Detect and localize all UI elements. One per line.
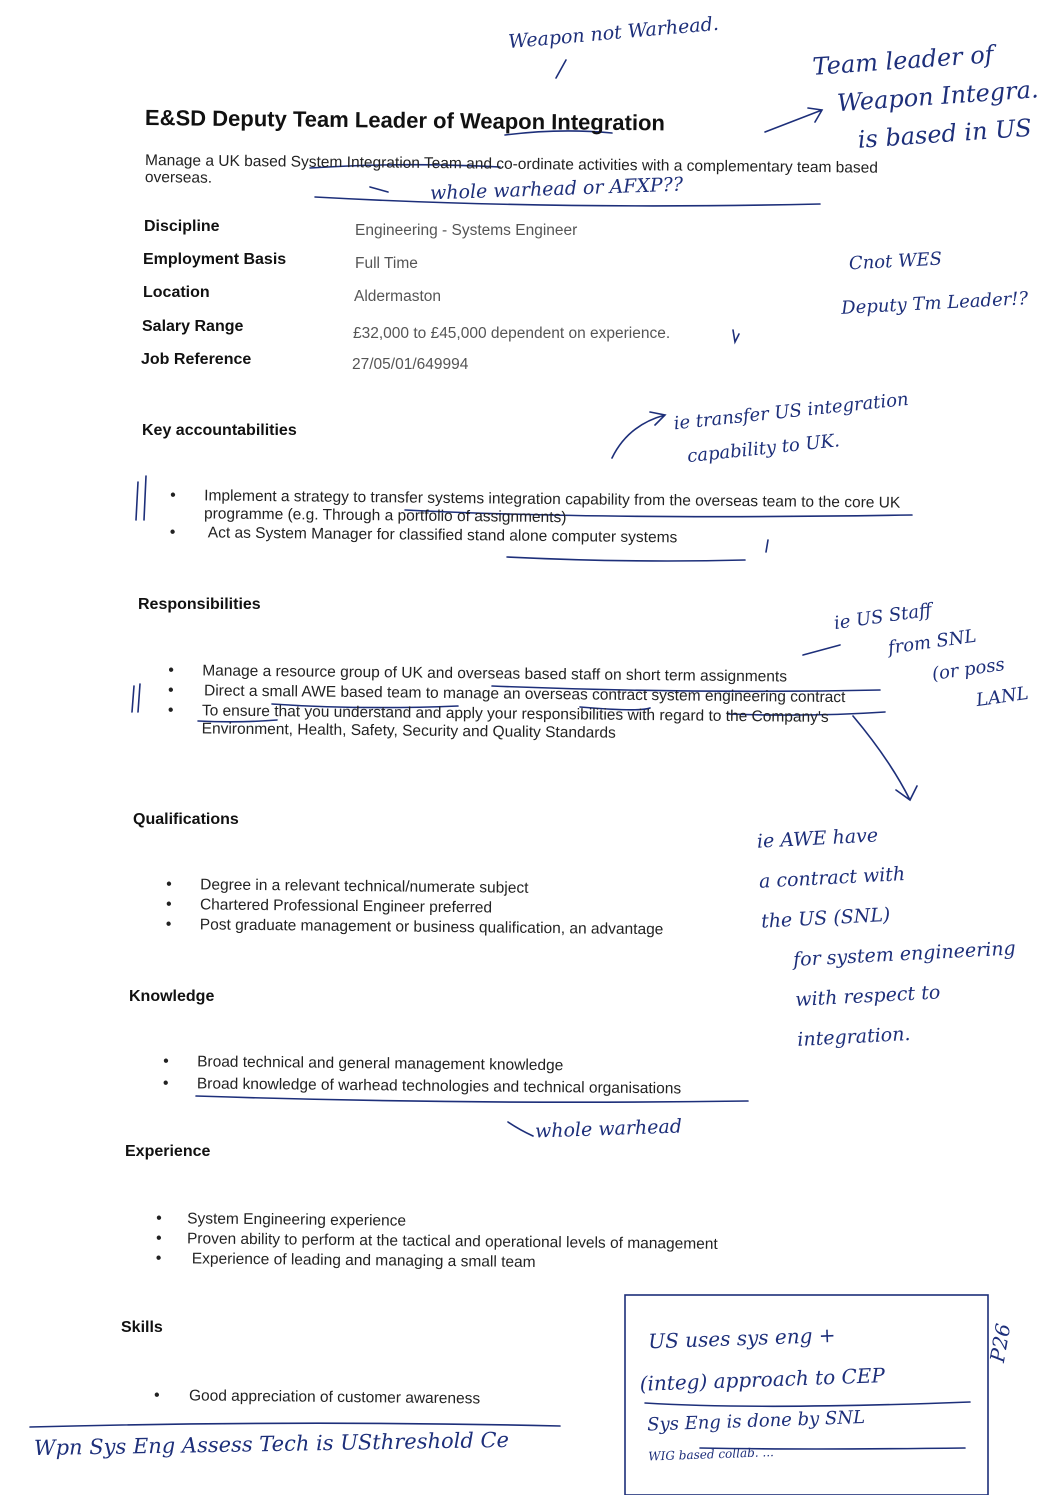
detail-label-salary-range: Salary Range (142, 318, 244, 335)
key-underline-2 (507, 557, 745, 561)
list-item: • Good appreciation of customer awareness (154, 1387, 574, 1409)
annotation-line: Weapon Integra. (836, 75, 1040, 118)
detail-label-employment-basis: Employment Basis (143, 251, 287, 268)
list-item: • Broad knowledge of warhead technologies and technical organisations (163, 1075, 783, 1099)
list-item: • Act as System Manager for classified stand alone computer systems (170, 524, 940, 550)
heading-qualifications: Qualifications (133, 811, 239, 828)
heading-experience: Experience (125, 1143, 211, 1160)
resp-bracket (132, 684, 140, 712)
annotation-line: Sys Eng is done by SNL (646, 1406, 866, 1436)
annotation-qual-note (756, 809, 1021, 1062)
detail-label-location: Location (143, 284, 210, 301)
annotation-line: with respect to (794, 981, 941, 1011)
annotation-line: ie AWE have (756, 824, 879, 853)
detail-value-salary-range: £32,000 to £45,000 dependent on experience. (353, 325, 671, 342)
pointer-stroke (556, 60, 566, 78)
annotation-line: Deputy Tm Leader!? (840, 288, 1029, 319)
annotation-line: US uses sys eng + (647, 1322, 836, 1354)
annotation-details-note (838, 233, 1029, 331)
annotation-line: capability to UK. (686, 430, 841, 468)
list-item: • Chartered Professional Engineer preferred (166, 896, 766, 920)
list-item: • Implement a strategy to transfer systems integration capability from the overseas team to the core UK programme (e.g. Through a portfolio of assignments) (170, 487, 940, 531)
annotation-line: is based in US (856, 113, 1033, 154)
detail-label-job-reference: Job Reference (141, 351, 252, 368)
annotation-line: LANL (974, 682, 1030, 712)
list-item: • Manage a resource group of UK and overseas based staff on short term assignments (168, 662, 868, 687)
list-item: • Proven ability to perform at the tactical and operational levels of management (156, 1230, 836, 1255)
key-bracket (136, 476, 146, 520)
list-item: • Experience of leading and managing a small team (156, 1250, 836, 1275)
annotation-top-center: Weapon not Warhead. (507, 12, 720, 54)
heading-skills: Skills (121, 1319, 163, 1336)
heading-key-accountabilities: Key accountabilities (142, 422, 297, 439)
annotation-line: integration. (796, 1022, 911, 1051)
list-item: • To ensure that you understand and apply your responsibilities with regard to the Company's Environment, Health, Safety, Security and Quality Standards (168, 702, 868, 745)
annotation-line: ie transfer US integration (672, 388, 910, 435)
list-qualifications (166, 876, 767, 940)
list-item: • System Engineering experience (156, 1210, 836, 1235)
detail-value-location: Aldermaston (354, 288, 442, 305)
annotation-line: Cnot WES (848, 248, 943, 275)
job-intro: Manage a UK based System Integration Team and co-ordinate activities with a complementary team based overseas. (144, 152, 879, 187)
annotation-intro-note: whole warhead or AFXP?? (429, 173, 684, 205)
annotation-line: (or poss (930, 653, 1006, 685)
list-responsibilities (168, 662, 869, 745)
title-arrow (765, 108, 822, 132)
list-key-accountabilities (170, 487, 941, 550)
annotation-line: from SNL (886, 625, 978, 659)
list-item: • Broad technical and general management knowledge (163, 1053, 783, 1077)
detail-label-discipline: Discipline (144, 218, 220, 235)
annotation-knowledge-note: whole warhead (534, 1115, 683, 1143)
annotation-bottom-note: Wpn Sys Eng Assess Tech is USthreshold Ce (33, 1427, 510, 1461)
list-experience (156, 1210, 837, 1275)
key-arrow (612, 412, 665, 458)
annotation-resp-note (832, 583, 1031, 735)
annotation-line: WIG based collab. ... (648, 1445, 775, 1464)
detail-value-discipline: Engineering - Systems Engineer (355, 222, 578, 239)
annotation-line: the US (SNL) (760, 903, 891, 933)
list-item: • Degree in a relevant technical/numerate subject (166, 876, 766, 900)
annotation-top-right (811, 32, 1042, 161)
list-item: • Post graduate management or business qualification, an advantage (166, 916, 766, 940)
detail-value-job-reference: 27/05/01/649994 (352, 356, 469, 373)
annotation-line: a contract with (758, 863, 906, 893)
bottom-line (30, 1423, 560, 1427)
heading-knowledge: Knowledge (129, 988, 215, 1005)
job-title: E&SD Deputy Team Leader of Weapon Integration (144, 105, 666, 136)
annotation-line: (integ) approach to CEP (639, 1363, 886, 1396)
annotation-box-note (638, 1309, 973, 1466)
annotation-line: ie US Staff (832, 599, 934, 635)
annotation-line: for system engineering (792, 937, 1017, 972)
annotation-margin-mark: P26 (985, 1321, 1016, 1365)
annotation-line: Team leader of (811, 40, 995, 81)
list-item: • Direct a small AWE based team to manage an overseas contract system engineering contract (168, 682, 868, 707)
heading-responsibilities: Responsibilities (138, 596, 261, 613)
tick-mark (733, 330, 739, 342)
list-knowledge (163, 1053, 783, 1099)
detail-value-employment-basis: Full Time (355, 255, 418, 272)
